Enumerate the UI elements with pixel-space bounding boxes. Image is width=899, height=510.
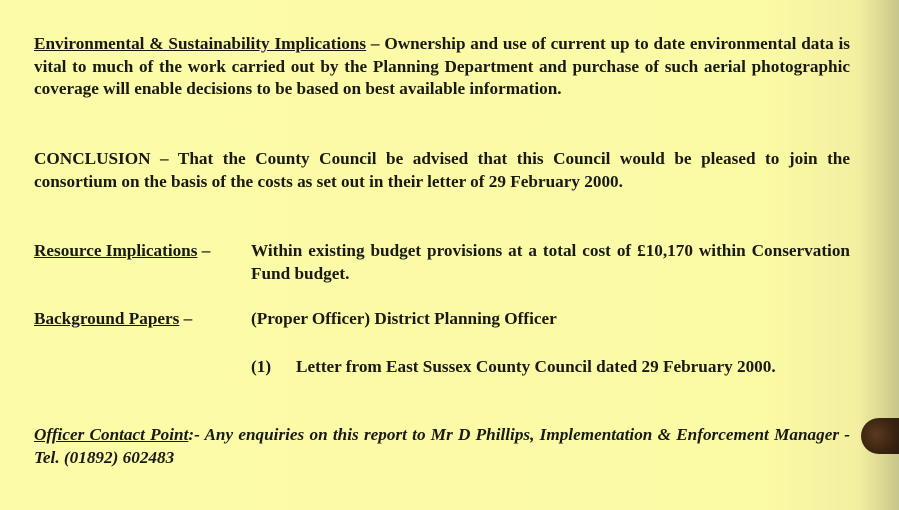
conclusion-heading: CONCLUSION xyxy=(34,149,151,168)
background-text: (Proper Officer) District Planning Officer xyxy=(251,309,557,328)
conclusion-section xyxy=(34,148,850,193)
environmental-heading: Environmental & Sustainability Implications xyxy=(34,34,367,53)
conclusion-text: – That the County Council be advised that this Council would be pleased to join the consortium on the basis of the costs as set out in their letter of 29 February 2000. xyxy=(34,149,850,191)
officer-separator: :- xyxy=(188,425,200,444)
officer-heading: Officer Contact Point xyxy=(34,425,189,444)
resource-separator: – xyxy=(197,241,211,260)
resource-text: Within existing budget provisions at a total cost of £10,170 within Conservation Fund budget. xyxy=(251,241,850,283)
environmental-section xyxy=(34,33,850,101)
background-item-number: (1) xyxy=(251,357,272,376)
environmental-text: – Ownership and use of current up to date environmental data is vital to much of the work carried out by the Planning Department and purchase of such aerial photographic coverage will enable decisions to be based on best available information. xyxy=(34,34,850,98)
background-separator: – xyxy=(179,309,193,328)
officer-text: Any enquiries on this report to Mr D Phillips, Implementation & Enforcement Manager - Tel. (01892) 602483 xyxy=(34,425,850,467)
background-label xyxy=(34,308,192,331)
officer-contact-section xyxy=(34,424,850,469)
resource-heading: Resource Implications xyxy=(34,241,198,260)
background-item-text: Letter from East Sussex County Council dated 29 February 2000. xyxy=(296,357,776,376)
background-list-item xyxy=(251,356,776,379)
binder-clip-icon xyxy=(861,418,899,454)
resource-label xyxy=(34,240,210,263)
background-heading: Background Papers xyxy=(34,309,180,328)
